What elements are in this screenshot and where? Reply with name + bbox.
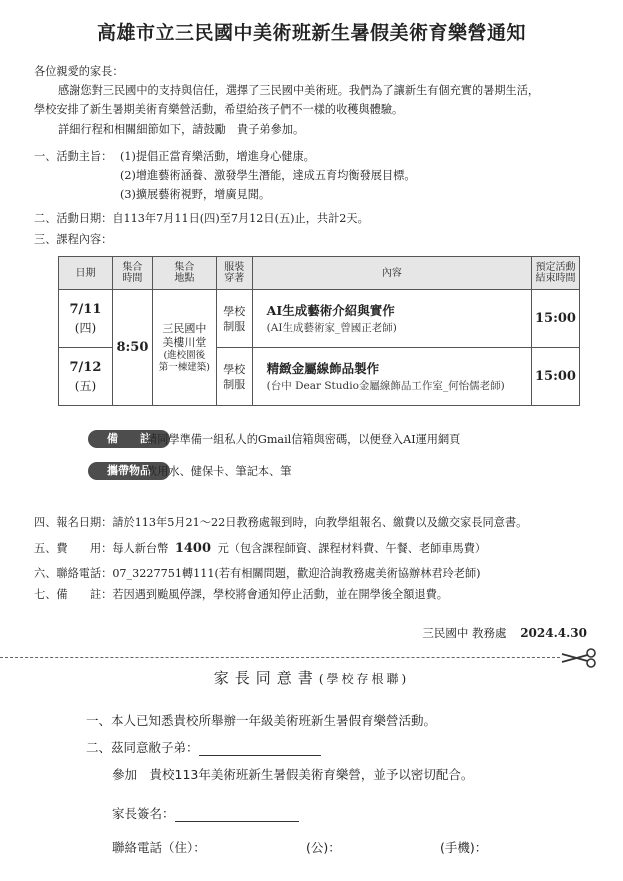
cut-line xyxy=(0,657,560,658)
parent-sign-blank[interactable] xyxy=(175,808,299,822)
day-of-week: (四) xyxy=(74,321,97,335)
remark: 七、備 註：若因遇到颱風停課，學校將會通知停止活動，並在開學後全額退費。 xyxy=(34,588,448,601)
schedule-table xyxy=(58,256,580,406)
course-content xyxy=(252,348,531,406)
place-note: (進校園後 第一棟建築) xyxy=(158,349,210,373)
course-teacher: (台中 Dear Studio金屬線飾品工作室_何怡儒老師) xyxy=(266,379,505,392)
consent-heading: 家長同意書 xyxy=(213,669,319,687)
consent-subtitle: (學校存根聯) xyxy=(318,672,410,686)
date-value: 7/12 xyxy=(69,360,102,375)
consent-title xyxy=(0,667,623,688)
header-content: 內容 xyxy=(252,257,531,290)
page-title: 高雄市立三民國中美術班新生暑假美術育樂營通知 xyxy=(96,22,526,44)
items-text: 飲用水、健保卡、筆記本、筆 xyxy=(146,465,292,478)
purpose-item-1: (1)提倡正當育樂活動，增進身心健康。 xyxy=(120,150,315,163)
greeting: 各位親愛的家長： xyxy=(34,65,124,78)
note-text: 請同學準備一組私人的Gmail信箱與密碼，以便登入AI運用網頁 xyxy=(146,433,461,446)
header-attire: 服裝 穿著 xyxy=(216,257,252,290)
course-title: 精緻金屬線飾品製作 xyxy=(266,360,380,376)
fee-amount: 1400 xyxy=(174,541,212,556)
fee-label: 五、費 用：每人新台幣 xyxy=(34,542,169,555)
fee-detail: 元（包含課程師資、課程材料費、午餐、老師車馬費） xyxy=(217,542,487,555)
scissors-icon xyxy=(560,648,600,668)
course-title: AI生成藝術介紹與實作 xyxy=(266,302,395,318)
course-content xyxy=(252,290,531,348)
signature-org: 三民國中 教務處 xyxy=(422,626,507,640)
gather-place xyxy=(152,290,216,406)
header-gather-place: 集合 地點 xyxy=(152,257,216,290)
consent-line-3: 參加 貴校113年美術班新生暑假美術育樂營，並予以密切配合。 xyxy=(112,767,474,782)
date-value: 7/11 xyxy=(69,302,102,317)
intro-line-2: 學校安排了新生暑期美術育樂營活動，希望給孩子們不一樣的收穫與體驗。 xyxy=(34,103,404,116)
note-badge: 備 註 xyxy=(88,430,170,448)
parent-sign-label: 家長簽名： xyxy=(112,806,175,821)
attire: 學校 制服 xyxy=(216,348,252,406)
phone-mobile-label[interactable]: (手機)： xyxy=(440,840,488,855)
contact-phone: 六、聯絡電話：07_3227751轉111(若有相關問題，歡迎洽詢教務處美術協辦林君玲老師) xyxy=(34,567,481,580)
day-of-week: (五) xyxy=(74,379,97,393)
fee-line xyxy=(34,541,486,556)
attire: 學校 制服 xyxy=(216,290,252,348)
items-badge: 攜帶物品 xyxy=(88,462,170,480)
parent-sign-line xyxy=(112,806,299,822)
registration-date: 四、報名日期：請於113年5月21～22日教務處報到時，向教學組報名、繳費以及繳交家長同意書。 xyxy=(34,516,528,529)
purpose-item-2: (2)增進藝術涵養、激發學生潛能，達成五育均衡發展目標。 xyxy=(120,169,416,182)
row-date xyxy=(59,290,113,348)
header-gather-time: 集合 時間 xyxy=(112,257,152,290)
consent-line-2 xyxy=(86,740,321,756)
place-name: 三民國中 美樓川堂 xyxy=(162,321,207,349)
consent-line-1: 一、本人已知悉貴校所舉辦一年級美術班新生暑假育樂營活動。 xyxy=(86,713,437,728)
header-date: 日期 xyxy=(59,257,113,290)
course-teacher: (AI生成藝術家_曾國正老師) xyxy=(266,321,397,334)
gather-time: 8:50 xyxy=(112,290,152,406)
course-label: 三、課程內容： xyxy=(34,233,113,246)
end-time: 15:00 xyxy=(531,348,579,406)
child-name-blank[interactable] xyxy=(199,742,321,756)
purpose-label: 一、活動主旨： xyxy=(34,150,113,163)
header-end-time: 預定活動 結束時間 xyxy=(531,257,579,290)
phone-home-label[interactable]: 聯絡電話（住）： xyxy=(112,840,206,855)
table-header-row xyxy=(59,257,580,290)
intro-line-1: 感謝您對三民國中的支持與信任，選擇了三民國中美術班。我們為了讓新生有個充實的暑期生活， xyxy=(58,84,540,97)
row-date xyxy=(59,348,113,406)
table-row xyxy=(59,290,580,348)
end-time: 15:00 xyxy=(531,290,579,348)
signature xyxy=(422,625,587,641)
purpose-item-3: (3)擴展藝術視野，增廣見聞。 xyxy=(120,188,271,201)
intro-line-3: 詳細行程和相關細節如下，請鼓勵 貴子弟參加。 xyxy=(58,123,305,136)
phone-office-label[interactable]: (公)： xyxy=(306,840,341,855)
consent-child-label: 二、茲同意敝子弟： xyxy=(86,740,199,755)
activity-date: 二、活動日期：自113年7月11日(四)至7月12日(五)止，共計2天。 xyxy=(34,212,369,225)
signature-date: 2024.4.30 xyxy=(520,626,587,640)
